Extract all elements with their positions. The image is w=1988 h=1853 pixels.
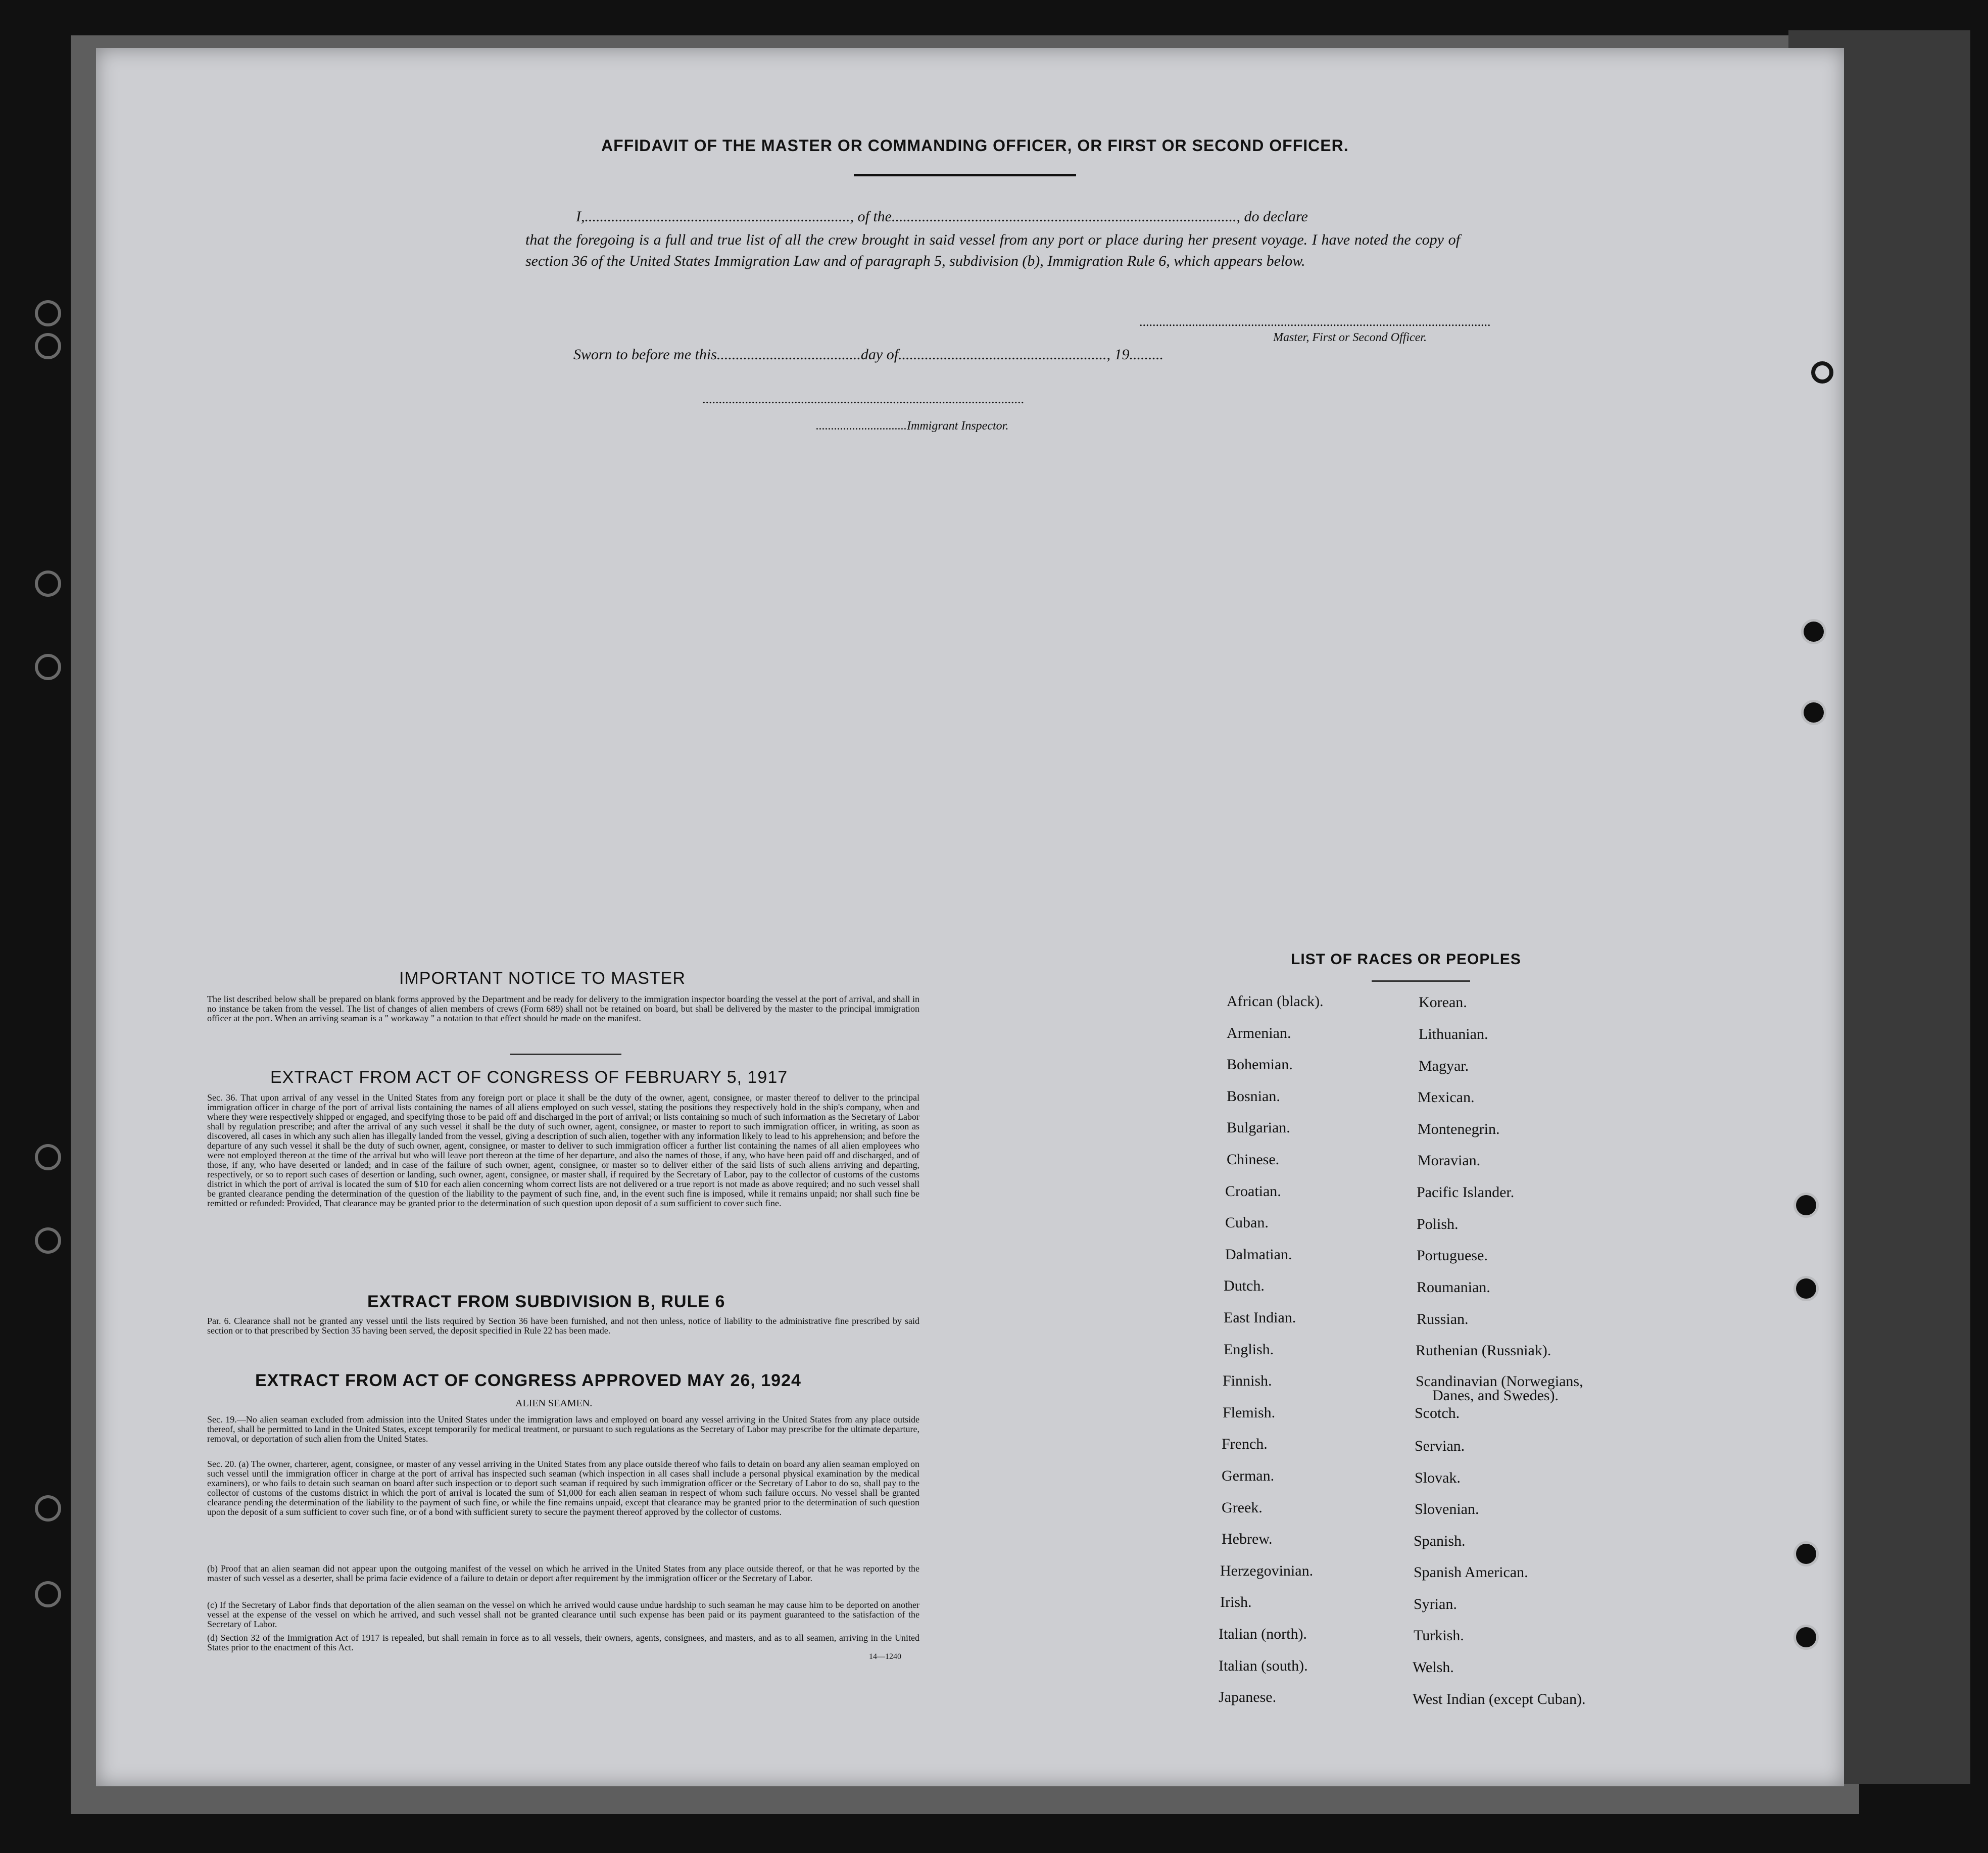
binder-hole — [1796, 1627, 1816, 1647]
race-item: Slovak. — [1415, 1469, 1461, 1486]
binder-hole — [38, 657, 58, 677]
race-item: Danes, and Swedes). — [1432, 1387, 1559, 1404]
declare-line: I,......................................................................, of the..........................................................................................., do declare — [576, 208, 1308, 225]
race-item: English. — [1224, 1341, 1274, 1358]
race-item: Bulgarian. — [1227, 1119, 1290, 1136]
binder-hole — [1811, 361, 1833, 384]
extract-1924-title: EXTRACT FROM ACT OF CONGRESS APPROVED MAY 26, 1924 — [255, 1371, 801, 1390]
race-item: Pacific Islander. — [1417, 1184, 1515, 1201]
binder-hole — [38, 1584, 58, 1604]
binder-hole — [1796, 1278, 1816, 1299]
race-item: Scandinavian (Norwegians, — [1416, 1373, 1583, 1390]
race-item: Dutch. — [1224, 1277, 1265, 1294]
race-item: Italian (north). — [1219, 1626, 1307, 1642]
notice-text: The list described below shall be prepared on blank forms approved by the Department and be ready for delivery to the immigration inspector boarding the vessel at the port of arrival, and shall in no instance be taken from the vessel. The list of changes of alien members of crews (Form 689) shall not be retained on board, but shall be delivered by the master to the principal immigration officer at the port. When an arriving seaman is a " workaway " a notation to that effect should be made on the manifest. — [207, 994, 919, 1023]
rule-6-text: Par. 6. Clearance shall not be granted any vessel until the lists required by Section 36 have been furnished, and not then unless, notice of liability to the administrative fine prescribed by said section or to that prescribed by Section 35 having been served, the deposit specified in Rule 22 has been made. — [207, 1316, 919, 1336]
binder-hole — [1804, 622, 1824, 642]
race-item: Dalmatian. — [1225, 1246, 1292, 1263]
binder-hole — [1796, 1544, 1816, 1564]
race-item: Scotch. — [1415, 1405, 1460, 1421]
race-item: Montenegrin. — [1418, 1121, 1500, 1137]
title-rule — [854, 174, 1076, 176]
race-item: Welsh. — [1413, 1659, 1454, 1676]
race-item: Korean. — [1419, 994, 1467, 1011]
sworn-line: Sworn to before me this......................................day of......................................................., 19......... — [573, 346, 1164, 363]
race-item: Cuban. — [1225, 1214, 1269, 1231]
binder-hole — [38, 1498, 58, 1518]
races-title: LIST OF RACES OR PEOPLES — [1291, 951, 1521, 968]
race-item: African (black). — [1227, 993, 1324, 1010]
sec-19-text: Sec. 19.—No alien seaman excluded from admission into the United States under the immigration laws and employed on board any vessel arriving in the United States from any place outside thereof, shall be permitted to land in the United States, except temporarily for medical treatment, or pursuant to such regulations as the Secretary of Labor may prescribe for the ultimate departure, removal, or deportation of such alien from the United States. — [207, 1414, 919, 1444]
form-number: 14—1240 — [869, 1652, 901, 1661]
binder-hole — [38, 303, 58, 323]
race-item: Ruthenian (Russniak). — [1416, 1342, 1551, 1359]
extract-1924-subtitle: ALIEN SEAMEN. — [515, 1398, 593, 1409]
sec-20a-text: Sec. 20. (a) The owner, charterer, agent, consignee, or master of any vessel arriving in the United States from any place outside thereof who fails to detain on board any alien seaman employed on such vessel until the immigration officer in charge at the port of arrival has inspected such seaman (which inspection in all cases shall include a personal physical examination by the medical examiners), or who fails to detain such seaman on board after such inspection or to deport such seaman if required by such immigration officer or the Secretary of Labor to do so, shall pay to the collector of customs of the customs district in which the port of arrival is located the sum of $1,000 for each alien seaman in respect of whom such failure occurs. No vessel shall be granted clearance pending the determination of the liability to the payment of such fine, or while the fine remains unpaid, except that clearance may be granted prior to the determination of such question upon the deposit of a sum sufficient to cover such fine, or of a bond with sufficient surety to secure the payment thereof approved by the collector of customs. — [207, 1459, 919, 1517]
race-item: Herzegovinian. — [1220, 1562, 1314, 1579]
races-rule — [1372, 980, 1470, 982]
race-item: Spanish. — [1414, 1533, 1466, 1549]
race-item: Chinese. — [1227, 1151, 1280, 1168]
affidavit-title: AFFIDAVIT OF THE MASTER OR COMMANDING OFFICER, OR FIRST OR SECOND OFFICER. — [601, 136, 1349, 155]
document-page — [96, 48, 1844, 1786]
binder-hole — [38, 336, 58, 356]
race-item: Moravian. — [1418, 1152, 1481, 1169]
race-item: Japanese. — [1219, 1689, 1277, 1705]
race-item: Slovenian. — [1415, 1501, 1479, 1517]
race-item: Syrian. — [1414, 1596, 1457, 1612]
binder-hole — [1796, 1195, 1816, 1215]
race-item: Portuguese. — [1417, 1247, 1488, 1264]
race-item: Greek. — [1222, 1499, 1263, 1516]
binder-hole — [1804, 702, 1824, 723]
rule-6-title: EXTRACT FROM SUBDIVISION B, RULE 6 — [367, 1292, 725, 1311]
race-item: French. — [1222, 1436, 1268, 1452]
race-item: Russian. — [1417, 1311, 1469, 1327]
inspector-line: .................................................................................................. — [702, 392, 1024, 406]
divider — [510, 1054, 621, 1055]
race-item: Polish. — [1417, 1216, 1459, 1232]
affidavit-paragraph: that the foregoing is a full and true list of all the crew brought in said vessel from any port or place during her present voyage. I have noted the copy of section 36 of the United States Immigration Law and of paragraph 5, subdivision (b), Immigration Rule 6, which appears below. — [525, 231, 1460, 269]
race-item: West Indian (except Cuban). — [1413, 1691, 1586, 1707]
extract-1917-title: EXTRACT FROM ACT OF CONGRESS OF FEBRUARY 5, 1917 — [270, 1068, 788, 1087]
race-item: Bohemian. — [1227, 1056, 1293, 1073]
race-item: Lithuanian. — [1419, 1026, 1488, 1042]
extract-1917-text: Sec. 36. That upon arrival of any vessel in the United States from any foreign port or place it shall be the duty of the owner, agent, consignee, or master thereof to deliver to the principal immigration officer in charge of the port of arrival lists containing the names of all aliens employed on such vessel, stating the positions they respectively hold in the ship's company, when and where they were respectively shipped or engaged, and specifying those to be paid off and discharged in the port of arrival; or lists containing so much of such information as the Secretary of Labor shall by regulation prescribe; and after the arrival of any such vessel it shall be the duty of such owner, agent, consignee, or master to report to such immigration officer, in writing, as soon as discovered, all cases in which any such alien has illegally landed from the vessel, giving a description of such alien, together with any information likely to lead to his apprehension; and before the departure of any such vessel it shall be the duty of such owner, agent, consignee, or master to deliver to such immigration officer a further list containing the names of all alien employees who were not employed thereon at the time of the arrival but who will leave port thereon at the time of her departure, and also the names of those, if any, who have been paid off and discharged, and of those, if any, who have deserted or landed; and in case of the failure of such owner, agent, consignee, or master so to deliver either of the said lists of such aliens arriving and departing, respectively, or so to report such cases of desertion or landing, such owner, agent, consignee, or master shall, if required by the Secretary of Labor, pay to the collector of customs of the customs district in which the port of arrival is located the sum of $10 for each alien concerning whom correct lists are not delivered or a true report is not made as above required; and no such vessel shall be granted clearance pending the determination of the question of the liability to the payment of such fine, and, in the event such fine is imposed, while it remains unpaid; nor shall such fine be remitted or refunded: Provided, That clearance may be granted prior to the determination of such question upon deposit of a sum sufficient to cover such fine. — [207, 1092, 919, 1208]
race-item: Magyar. — [1419, 1058, 1469, 1074]
race-item: Flemish. — [1223, 1404, 1276, 1421]
race-item: Finnish. — [1223, 1372, 1272, 1389]
signature-line: ........................................................................................................... — [1139, 314, 1491, 329]
inspector-label: ..............................Immigrant Inspector. — [816, 419, 1009, 433]
race-item: Roumanian. — [1417, 1279, 1490, 1296]
sec-20d-text: (d) Section 32 of the Immigration Act of 1917 is repealed, but shall remain in force as to all vessels, their owners, agents, consignees, and masters, and as to all seamen, arriving in the United States prior to the enactment of this Act. — [207, 1633, 919, 1652]
race-item: Croatian. — [1225, 1183, 1281, 1200]
race-item: Italian (south). — [1219, 1657, 1308, 1674]
race-item: Armenian. — [1227, 1025, 1291, 1041]
signature-label: Master, First or Second Officer. — [1273, 331, 1427, 344]
binder-hole — [38, 1230, 58, 1251]
binder-hole — [38, 574, 58, 594]
binder-hole — [38, 1147, 58, 1167]
sec-20b-text: (b) Proof that an alien seaman did not appear upon the outgoing manifest of the vessel on which he arrived in the United States from any place outside thereof, or that he was reported by the master of such vessel as a deserter, shall be prima facie evidence of a failure to detain or deport after requirement by the immigration officer or the Secretary of Labor. — [207, 1563, 919, 1583]
notice-title: IMPORTANT NOTICE TO MASTER — [399, 969, 686, 988]
race-item: Spanish American. — [1414, 1564, 1528, 1581]
race-item: Servian. — [1415, 1438, 1465, 1454]
sec-20c-text: (c) If the Secretary of Labor finds that deportation of the alien seaman on the vessel on which he arrived would cause undue hardship to such seaman he may cause him to be deported on another vessel at the expense of the vessel on which he arrived, and such vessel shall not be granted clearance until such expense has been paid or its payment guaranteed to the satisfaction of the Secretary of Labor. — [207, 1600, 919, 1629]
race-item: Turkish. — [1414, 1627, 1464, 1644]
race-item: Irish. — [1220, 1594, 1252, 1610]
race-item: Bosnian. — [1227, 1088, 1280, 1105]
race-item: East Indian. — [1224, 1309, 1296, 1326]
race-item: Mexican. — [1418, 1089, 1475, 1106]
race-item: Hebrew. — [1222, 1531, 1273, 1547]
race-item: German. — [1222, 1467, 1275, 1484]
